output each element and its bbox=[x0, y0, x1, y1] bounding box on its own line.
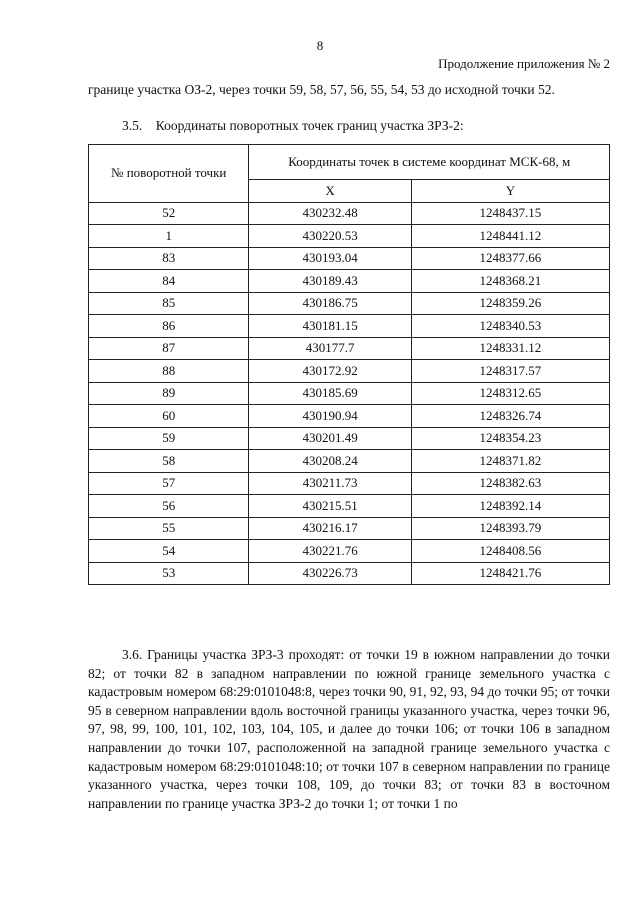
intro-paragraph: границе участка ОЗ-2, через точки 59, 58, 57, 56, 55, 54, 53 до исходной точки 52. bbox=[88, 82, 555, 97]
cell-y: 1248331.12 bbox=[411, 337, 609, 360]
table-row bbox=[89, 270, 610, 293]
table-row bbox=[89, 495, 610, 518]
cell-point: 56 bbox=[89, 495, 249, 518]
cell-point: 83 bbox=[89, 247, 249, 270]
table-row bbox=[89, 382, 610, 405]
table-row bbox=[89, 315, 610, 338]
table-row bbox=[89, 540, 610, 563]
cell-point: 59 bbox=[89, 427, 249, 450]
cell-point: 89 bbox=[89, 382, 249, 405]
cell-y: 1248441.12 bbox=[411, 225, 609, 248]
cell-point: 58 bbox=[89, 450, 249, 473]
cell-point: 88 bbox=[89, 360, 249, 383]
cell-y: 1248377.66 bbox=[411, 247, 609, 270]
table-row bbox=[89, 225, 610, 248]
header-coordinates: Координаты точек в системе координат МСК-68, м bbox=[249, 145, 610, 180]
cell-y: 1248354.23 bbox=[411, 427, 609, 450]
cell-y: 1248326.74 bbox=[411, 405, 609, 428]
cell-x: 430186.75 bbox=[249, 292, 411, 315]
cell-y: 1248437.15 bbox=[411, 202, 609, 225]
body-paragraph: 3.6. Границы участка ЗРЗ-3 проходят: от точки 19 в южном направлении до точки 82; от точки 82 в западном направлении по южной границе земельного участка с кадастровым номером 68:29:0101048:8, через точки 90, 91, 92, 93, 94 до точки 95; от точки 95 в северном направлении вдоль восточной границы указанного участка, через точки 96, 97, 98, 99, 100, 101, 102, 103, 104, 105, и далее до точки 106; от точки 106 в западном направлении до точки 107, расположенной на западной границе земельного участка с кадастровым номером 68:29:0101048:10; от точки 107 в северном направлении по границе указанного участка, через точки 108, 109, до точки 83; от точки 83 в восточном направлении по границе участка ЗРЗ-2 до точки 1; от точки 1 по bbox=[88, 647, 610, 811]
cell-point: 54 bbox=[89, 540, 249, 563]
section-heading bbox=[122, 118, 464, 134]
cell-point: 57 bbox=[89, 472, 249, 495]
cell-x: 430181.15 bbox=[249, 315, 411, 338]
table-row bbox=[89, 247, 610, 270]
appendix-continuation-note: Продолжение приложения № 2 bbox=[438, 56, 610, 71]
cell-point: 60 bbox=[89, 405, 249, 428]
cell-point: 1 bbox=[89, 225, 249, 248]
cell-x: 430220.53 bbox=[249, 225, 411, 248]
cell-y: 1248371.82 bbox=[411, 450, 609, 473]
cell-x: 430208.24 bbox=[249, 450, 411, 473]
cell-x: 430172.92 bbox=[249, 360, 411, 383]
cell-x: 430201.49 bbox=[249, 427, 411, 450]
cell-x: 430185.69 bbox=[249, 382, 411, 405]
coordinates-table bbox=[88, 144, 610, 585]
cell-point: 55 bbox=[89, 517, 249, 540]
table-row bbox=[89, 337, 610, 360]
table-row bbox=[89, 427, 610, 450]
cell-point: 86 bbox=[89, 315, 249, 338]
section-number: 3.5. bbox=[122, 118, 143, 133]
cell-point: 52 bbox=[89, 202, 249, 225]
table-row bbox=[89, 405, 610, 428]
cell-x: 430177.7 bbox=[249, 337, 411, 360]
cell-x: 430216.17 bbox=[249, 517, 411, 540]
cell-y: 1248312.65 bbox=[411, 382, 609, 405]
cell-x: 430190.94 bbox=[249, 405, 411, 428]
header-x: X bbox=[249, 180, 411, 203]
table-row bbox=[89, 517, 610, 540]
table-row bbox=[89, 292, 610, 315]
table-row bbox=[89, 472, 610, 495]
section-title: Координаты поворотных точек границ участка ЗРЗ-2: bbox=[155, 118, 464, 133]
cell-x: 430226.73 bbox=[249, 562, 411, 585]
cell-x: 430215.51 bbox=[249, 495, 411, 518]
table-row bbox=[89, 562, 610, 585]
cell-point: 87 bbox=[89, 337, 249, 360]
cell-y: 1248393.79 bbox=[411, 517, 609, 540]
header-y: Y bbox=[411, 180, 609, 203]
table-body bbox=[89, 202, 610, 585]
cell-y: 1248368.21 bbox=[411, 270, 609, 293]
header-point-number: № поворотной точки bbox=[89, 145, 249, 203]
table-row bbox=[89, 450, 610, 473]
cell-x: 430221.76 bbox=[249, 540, 411, 563]
cell-y: 1248392.14 bbox=[411, 495, 609, 518]
page-number: 8 bbox=[316, 38, 324, 53]
cell-point: 84 bbox=[89, 270, 249, 293]
cell-x: 430189.43 bbox=[249, 270, 411, 293]
cell-y: 1248340.53 bbox=[411, 315, 609, 338]
cell-x: 430193.04 bbox=[249, 247, 411, 270]
cell-point: 53 bbox=[89, 562, 249, 585]
table-row bbox=[89, 202, 610, 225]
cell-y: 1248359.26 bbox=[411, 292, 609, 315]
cell-y: 1248408.56 bbox=[411, 540, 609, 563]
cell-x: 430211.73 bbox=[249, 472, 411, 495]
table-row bbox=[89, 360, 610, 383]
cell-y: 1248421.76 bbox=[411, 562, 609, 585]
cell-point: 85 bbox=[89, 292, 249, 315]
cell-y: 1248382.63 bbox=[411, 472, 609, 495]
cell-x: 430232.48 bbox=[249, 202, 411, 225]
cell-y: 1248317.57 bbox=[411, 360, 609, 383]
